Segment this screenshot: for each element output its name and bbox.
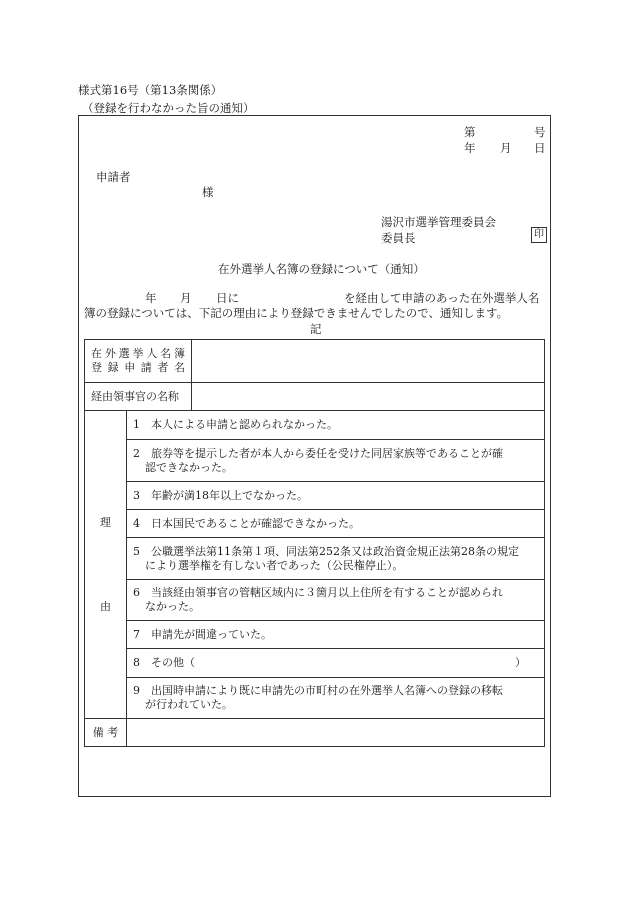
remarks-row <box>85 719 545 747</box>
issuer-title: 委員長 <box>381 231 416 245</box>
reason-text: 旅券等を提示した者が本人から委任を受けた同居家族等であることが確 <box>151 446 503 460</box>
reason-num: 8 <box>133 656 140 669</box>
remarks-field[interactable] <box>127 719 545 747</box>
reason-text: 出国時申請により既に申請先の市町村の在外選挙人名簿への登録の移転 <box>151 684 503 697</box>
applicant-name-field[interactable] <box>192 340 545 383</box>
reason-item-1[interactable] <box>127 411 545 440</box>
reason-text-cont: が行われていた。 <box>145 698 233 711</box>
notice-title: 在外選挙人名簿の登録について（通知） <box>218 262 425 276</box>
reason-text-cont: 認できなかった。 <box>145 460 233 474</box>
consulate-header <box>85 383 192 411</box>
reason-row-6 <box>85 580 545 621</box>
reason-num: 1 <box>133 418 140 431</box>
seal-mark: 印 <box>531 227 547 243</box>
reason-item-6[interactable] <box>127 580 545 621</box>
sama-label: 様 <box>202 185 214 199</box>
body-month: 月 <box>180 291 192 305</box>
reason-item-5[interactable] <box>127 538 545 580</box>
reason-item-2[interactable] <box>127 440 545 482</box>
reason-num: 5 <box>133 544 140 558</box>
body-line2: 簿の登録については、下記の理由により登録できませんでしたので、通知します。 <box>84 306 509 320</box>
issuer-org: 湯沢市選挙管理委員会 <box>381 215 496 229</box>
applicant-row <box>85 340 545 383</box>
reason-text: 日本国民であることが確認できなかった。 <box>151 516 360 530</box>
reason-row-2 <box>85 440 545 482</box>
number-go: 号 <box>534 125 546 139</box>
body-year: 年 <box>145 291 157 305</box>
reason-text-cont: なかった。 <box>145 600 200 613</box>
applicant-header-line1: 在外選挙人名簿 <box>91 347 185 360</box>
applicant-header <box>85 340 192 383</box>
applicant-header-line2: 登録申請者名 <box>91 361 185 374</box>
reason-row-7 <box>85 621 545 649</box>
reason-num: 4 <box>133 516 140 530</box>
reason-other-close: ） <box>515 656 526 669</box>
reason-text: 年齢が満18年以上でなかった。 <box>151 488 308 502</box>
date-month: 月 <box>500 141 512 155</box>
reason-text: その他（ <box>151 656 195 669</box>
remarks-label-text: 備 考 <box>92 725 119 739</box>
reason-num: 7 <box>133 627 140 641</box>
body-via: を経由して申請のあった在外選挙人名 <box>344 291 540 305</box>
reason-text: 公職選挙法第11条第１項、同法第252条又は政治資金規正法第28条の規定 <box>151 544 519 558</box>
reason-item-3[interactable] <box>127 482 545 510</box>
number-dai: 第 <box>464 125 476 139</box>
reason-num: 3 <box>133 488 140 502</box>
remarks-label <box>85 719 127 747</box>
reason-item-4[interactable] <box>127 510 545 538</box>
reason-num: 6 <box>133 586 140 599</box>
consulate-header-label: 経由領事官の名称 <box>91 389 179 403</box>
ki-mark: 記 <box>310 322 322 336</box>
reason-text-cont: により選挙権を有しない者であった（公民権停止）。 <box>145 558 404 572</box>
reason-label-yu: 由 <box>100 599 111 613</box>
reason-row-4 <box>85 510 545 538</box>
reason-row-5 <box>85 538 545 580</box>
reason-label-ri: 理 <box>100 515 111 529</box>
form-subtitle: （登録を行わなかった旨の通知） <box>82 101 255 115</box>
reason-item-7[interactable] <box>127 621 545 649</box>
reason-item-8[interactable] <box>127 649 545 678</box>
reason-row-8 <box>85 649 545 678</box>
consulate-name-field[interactable] <box>192 383 545 411</box>
date-day: 日 <box>534 141 546 155</box>
applicant-label: 申請者 <box>96 170 131 184</box>
reason-row-9 <box>85 678 545 719</box>
reason-item-9[interactable] <box>127 678 545 719</box>
reason-num: 9 <box>133 684 140 697</box>
reason-num: 2 <box>133 446 140 460</box>
consulate-row <box>85 383 545 411</box>
reason-text: 申請先が間違っていた。 <box>151 627 272 641</box>
reason-text: 本人による申請と認められなかった。 <box>151 418 338 431</box>
details-table <box>84 339 545 747</box>
form-number: 様式第16号（第13条関係） <box>78 83 223 97</box>
reason-label-cell <box>85 411 127 719</box>
date-year: 年 <box>464 141 476 155</box>
body-day: 日に <box>216 291 239 305</box>
reason-row-3 <box>85 482 545 510</box>
reason-text: 当該経由領事官の管轄区域内に３箇月以上住所を有することが認められ <box>151 586 503 599</box>
reason-row-1 <box>85 411 545 440</box>
